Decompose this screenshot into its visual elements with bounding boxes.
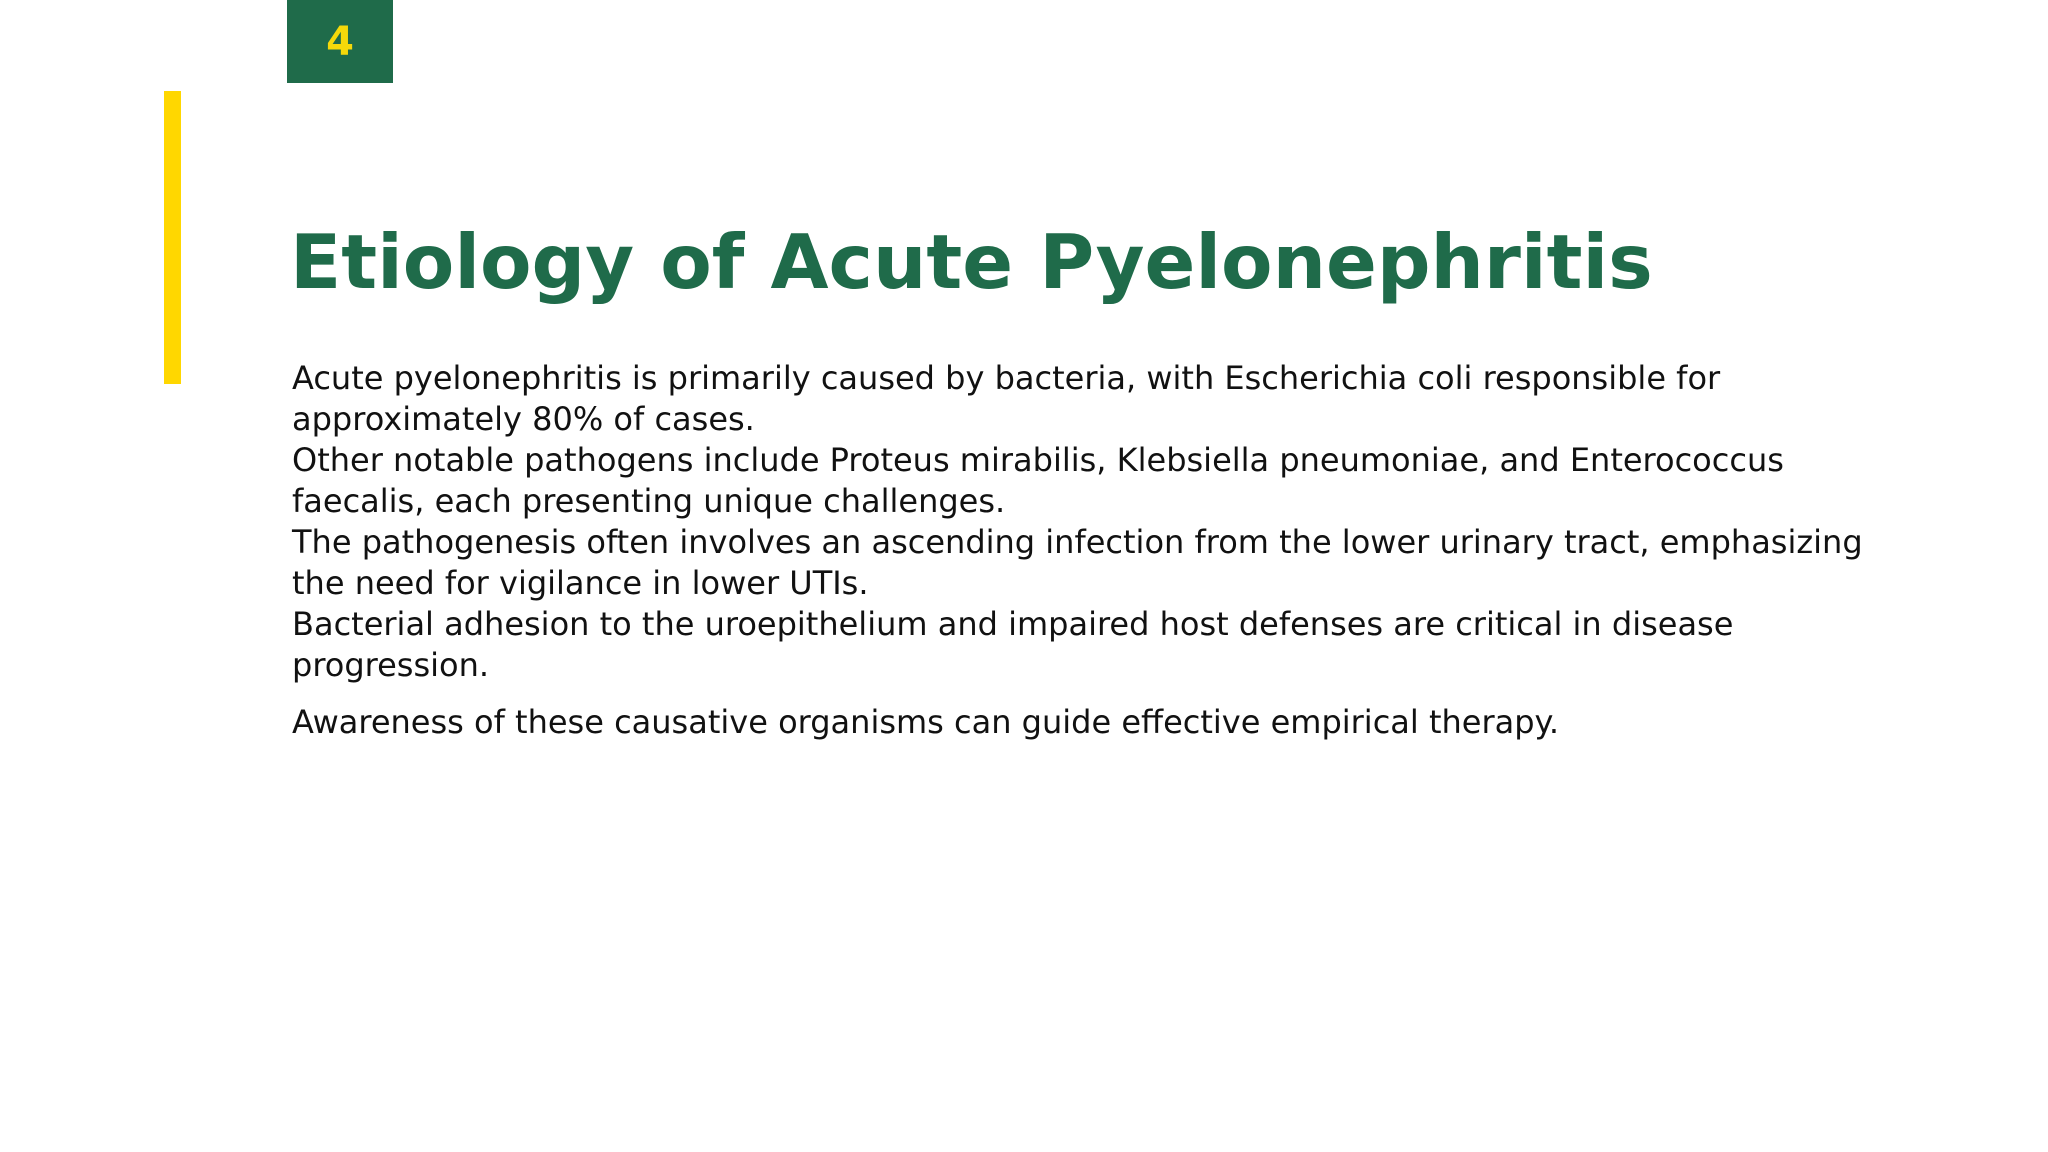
body-paragraph-3: The pathogenesis often involves an ascending infection from the lower urinary tract, emphasizing the need for vigilance in lower UTIs. <box>292 523 1863 602</box>
body-paragraph-1: Acute pyelonephritis is primarily caused by bacteria, with Escherichia coli responsible for approximately 80% of cases. <box>292 359 1721 438</box>
slide-title: Etiology of Acute Pyelonephritis <box>290 218 1653 306</box>
accent-bar <box>164 91 181 384</box>
body-paragraph-2: Other notable pathogens include Proteus mirabilis, Klebsiella pneumoniae, and Enterococcus faecalis, each presenting unique challenges. <box>292 441 1784 520</box>
body-paragraph-4: Bacterial adhesion to the uroepithelium and impaired host defenses are critical in disease progression. <box>292 605 1734 684</box>
closing-paragraph: Awareness of these causative organisms can guide effective empirical therapy. <box>292 703 1560 741</box>
slide-body <box>292 358 1902 743</box>
page-number: 4 <box>326 18 354 65</box>
page-number-badge <box>287 0 393 83</box>
